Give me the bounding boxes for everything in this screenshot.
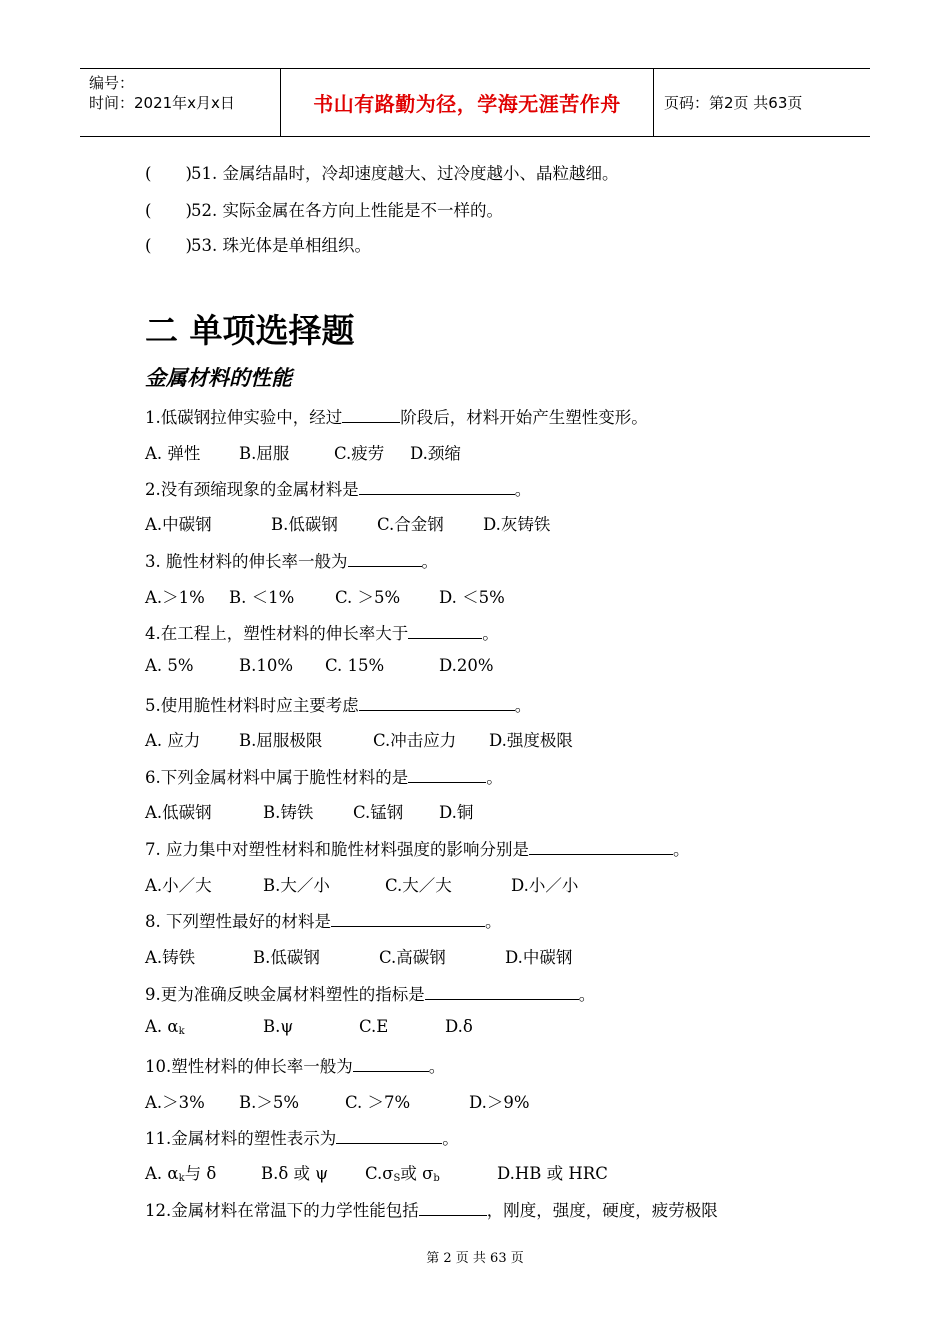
header-meta	[80, 69, 281, 136]
options-6: A.低碳钢 B.铸铁 C.锰钢 D.铜	[145, 803, 474, 822]
header-page-info: 页码：第2页 共63页	[664, 94, 803, 112]
question-9: 9.更为准确反映金属材料塑性的指标是 。	[145, 985, 596, 1004]
question-7: 7. 应力集中对塑性材料和脆性材料强度的影响分别是 。	[145, 840, 690, 859]
page-header	[80, 68, 870, 137]
question-3: 3. 脆性材料的伸长率一般为 。	[145, 552, 438, 571]
question-1: 1.低碳钢拉伸实验中，经过 阶段后，材料开始产生塑性变形。	[145, 408, 648, 427]
question-12: 12.金属材料在常温下的力学性能包括 ，刚度，强度，硬度，疲劳极限	[145, 1201, 718, 1220]
question-10: 10.塑性材料的伸长率一般为 。	[145, 1057, 446, 1076]
tf-item-51: ( )51. 金属结晶时，冷却速度越大、过冷度越小、晶粒越细。	[145, 164, 619, 183]
question-4: 4.在工程上，塑性材料的伸长率大于 。	[145, 624, 499, 643]
question-6: 6.下列金属材料中属于脆性材料的是 。	[145, 768, 503, 787]
options-1: A. 弹性 B.屈服 C.疲劳 D.颈缩	[145, 444, 461, 463]
options-9: A. $\alpha_k$ B.ψ C.E D.δ	[145, 1017, 473, 1037]
options-10: A.＞3% B.＞5% C. ＞7% D.＞9%	[145, 1093, 530, 1112]
options-7: A.小／大 B.大／小 C.大／大 D.小／小	[145, 876, 579, 895]
time-label: 时间：2021年x月x日	[89, 94, 235, 112]
options-4: A. 5% B.10% C. 15% D.20%	[145, 656, 494, 675]
tf-item-53: ( )53. 珠光体是单相组织。	[145, 236, 371, 255]
options-3: A.＞1% B. ＜1% C. ＞5% D. ＜5%	[145, 588, 505, 607]
options-8: A.铸铁 B.低碳钢 C.高碳钢 D.中碳钢	[145, 948, 573, 967]
options-2: A.中碳钢 B.低碳钢 C.合金钢 D.灰铸铁	[145, 515, 551, 534]
question-2: 2.没有颈缩现象的金属材料是 。	[145, 480, 532, 499]
question-11: 11.金属材料的塑性表示为 。	[145, 1129, 459, 1148]
question-5: 5.使用脆性材料时应主要考虑 。	[145, 696, 532, 715]
header-motto: 书山有路勤为径，学海无涯苦作舟	[281, 69, 654, 136]
options-5: A. 应力 B.屈服极限 C.冲击应力 D.强度极限	[145, 731, 573, 750]
subsection-title: 金属材料的性能	[145, 366, 292, 390]
section-title: 二 单项选择题	[145, 311, 355, 350]
page-footer: 第 2 页 共 63 页	[426, 1251, 524, 1266]
number-label: 编号：	[89, 74, 135, 92]
tf-item-52: ( )52. 实际金属在各方向上性能是不一样的。	[145, 201, 503, 220]
question-8: 8. 下列塑性最好的材料是 。	[145, 912, 502, 931]
options-11: A. $\alpha_k$与 δ B.δ 或 ψ $C.\sigma_S$或 $\sigma_b$ D.HB 或 HRC	[145, 1164, 608, 1184]
